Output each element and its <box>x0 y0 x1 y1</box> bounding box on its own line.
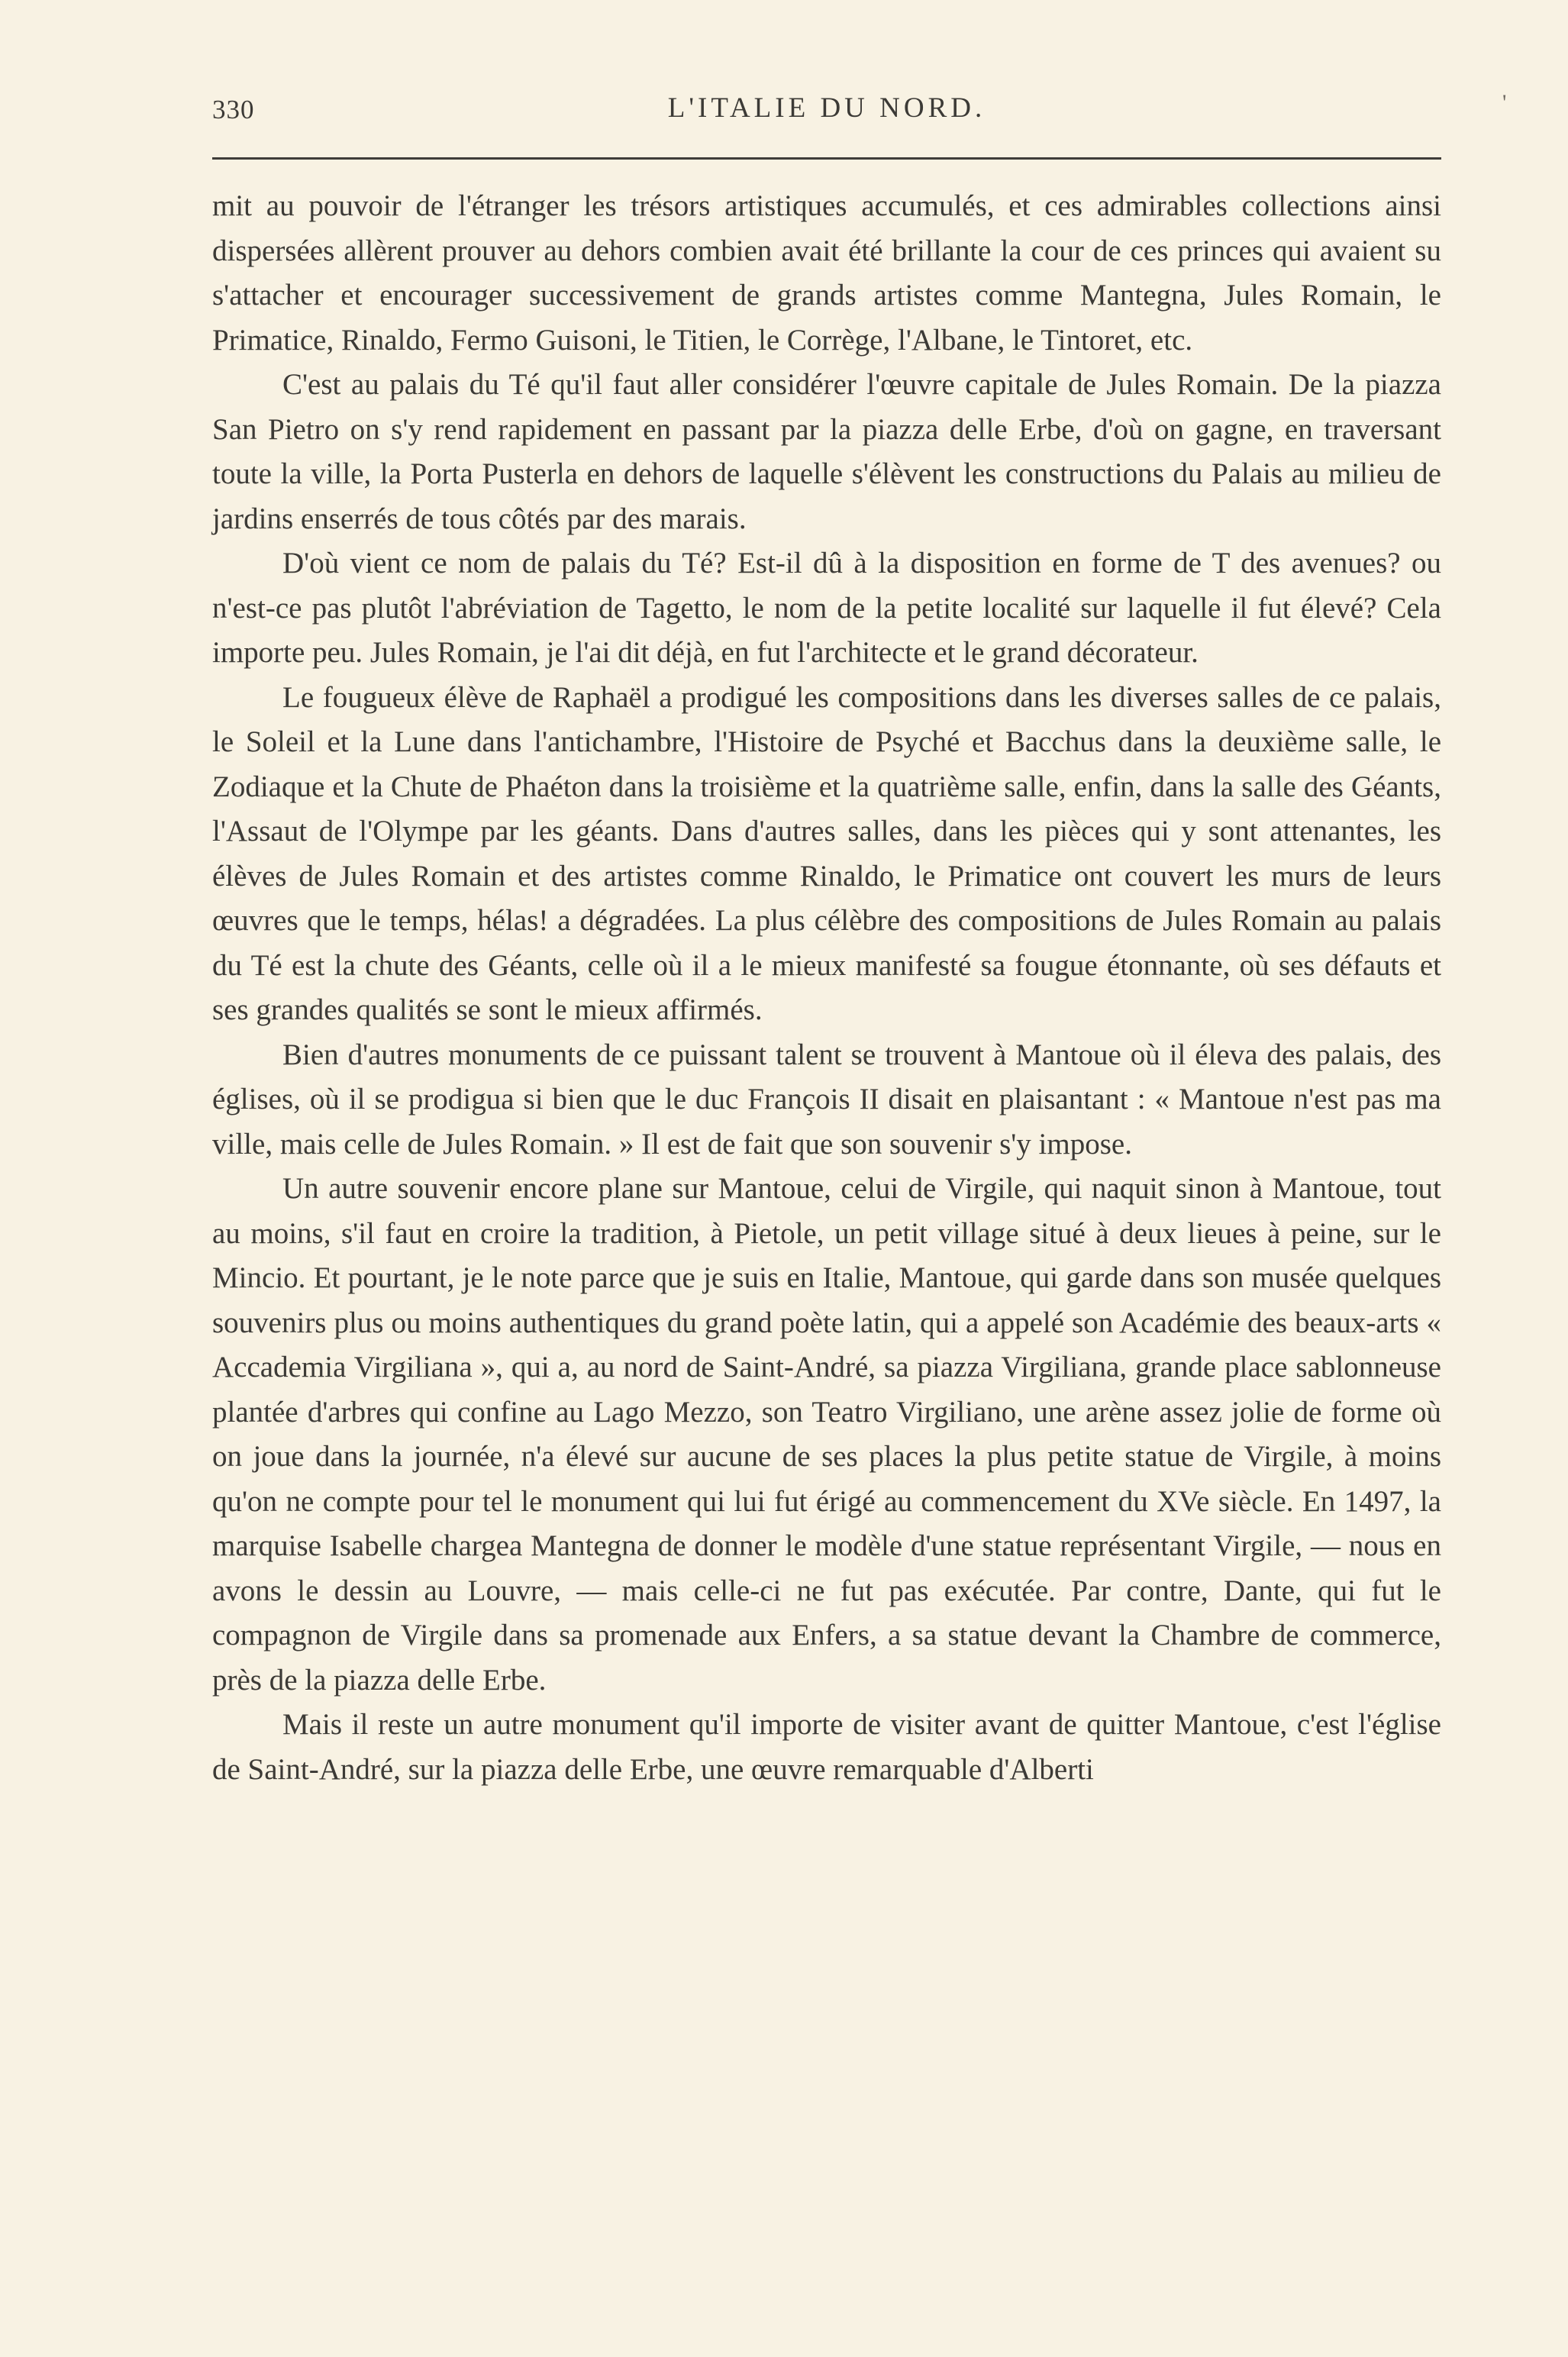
header-rule <box>212 157 1441 160</box>
paragraph-1: mit au pouvoir de l'étranger les trésors artistiques accumulés, et ces admirables collections ainsi dispersées allèrent prouver au dehors combien avait été brillante la cour de ces princes qui avaient su s'attacher et encourager successivement de grands artistes comme Mantegna, Jules Romain, le Primatice, Rinaldo, Fermo Guisoni, le Titien, le Corrège, l'Albane, le Tintoret, etc. <box>212 189 1441 357</box>
paragraph-3: D'où vient ce nom de palais du Té? Est-il dû à la disposition en forme de T des avenues? ou n'est-ce pas plutôt l'abréviation de Tagetto, le nom de la petite localité sur laquelle il fut élevé? Cela importe peu. Jules Romain, je l'ai dit déjà, en fut l'architecte et le grand décorateur. <box>212 547 1441 669</box>
running-title: L'ITALIE DU NORD. <box>667 92 986 124</box>
page-number: 330 <box>212 95 255 124</box>
paragraph-6: Un autre souvenir encore plane sur Mantoue, celui de Virgile, qui naquit sinon à Mantoue, tout au moins, s'il faut en croire la tradition, à Pietole, un petit village situé à deux lieues à peine, sur le Mincio. Et pourtant, je le note parce que je suis en Italie, Mantoue, qui garde dans son musée quelques souvenirs plus ou moins authentiques du grand poète latin, qui a appelé son Académie des beaux-arts « Accademia Virgiliana », qui a, au nord de Saint-André, sa piazza Virgiliana, grande place sablonneuse plantée d'arbres qui confine au Lago Mezzo, son Teatro Virgiliano, une arène assez jolie de forme où on joue dans la journée, n'a élevé sur aucune de ses places la plus petite statue de Virgile, à moins qu'on ne compte pour tel le monument qui lui fut érigé au commencement du XVe siècle. En 1497, la marquise Isabelle chargea Mantegna de donner le modèle d'une statue représentant Virgile, — nous en avons le dessin au Louvre, — mais celle-ci ne fut pas exécutée. Par contre, Dante, qui fut le compagnon de Virgile dans sa promenade aux Enfers, a sa statue devant la Chambre de commerce, près de la piazza delle Erbe. <box>212 1172 1441 1697</box>
margin-mark: ' <box>1502 90 1507 115</box>
page-header <box>212 92 1441 137</box>
paragraph-4: Le fougueux élève de Raphaël a prodigué les compositions dans les diverses salles de ce palais, le Soleil et la Lune dans l'antichambre, l'Histoire de Psyché et Bacchus dans la deuxième salle, le Zodiaque et la Chute de Phaéton dans la troisième et la quatrième salle, enfin, dans la salle des Géants, l'Assaut de l'Olympe par les géants. Dans d'autres salles, dans les pièces qui y sont attenantes, les élèves de Jules Romain et des artistes comme Rinaldo, le Primatice ont couvert les murs de leurs œuvres que le temps, hélas! a dégradées. La plus célèbre des compositions de Jules Romain au palais du Té est la chute des Géants, celle où il a le mieux manifesté sa fougue étonnante, où ses défauts et ses grandes qualités se sont le mieux affirmés. <box>212 680 1441 1026</box>
paragraph-2: C'est au palais du Té qu'il faut aller considérer l'œuvre capitale de Jules Romain. De la piazza San Pietro on s'y rend rapidement en passant par la piazza delle Erbe, d'où on gagne, en traversant toute la ville, la Porta Pusterla en dehors de laquelle s'élèvent les constructions du Palais au milieu de jardins enserrés de tous côtés par des marais. <box>212 368 1441 535</box>
body-text <box>212 184 1441 1792</box>
paragraph-7: Mais il reste un autre monument qu'il importe de visiter avant de quitter Mantoue, c'est l'église de Saint-André, sur la piazza delle Erbe, une œuvre remarquable d'Alberti <box>212 1708 1441 1786</box>
paragraph-5: Bien d'autres monuments de ce puissant talent se trouvent à Mantoue où il éleva des palais, des églises, où il se prodigua si bien que le duc François II disait en plaisantant : « Mantoue n'est pas ma ville, mais celle de Jules Romain. » Il est de fait que son souvenir s'y impose. <box>212 1038 1441 1161</box>
